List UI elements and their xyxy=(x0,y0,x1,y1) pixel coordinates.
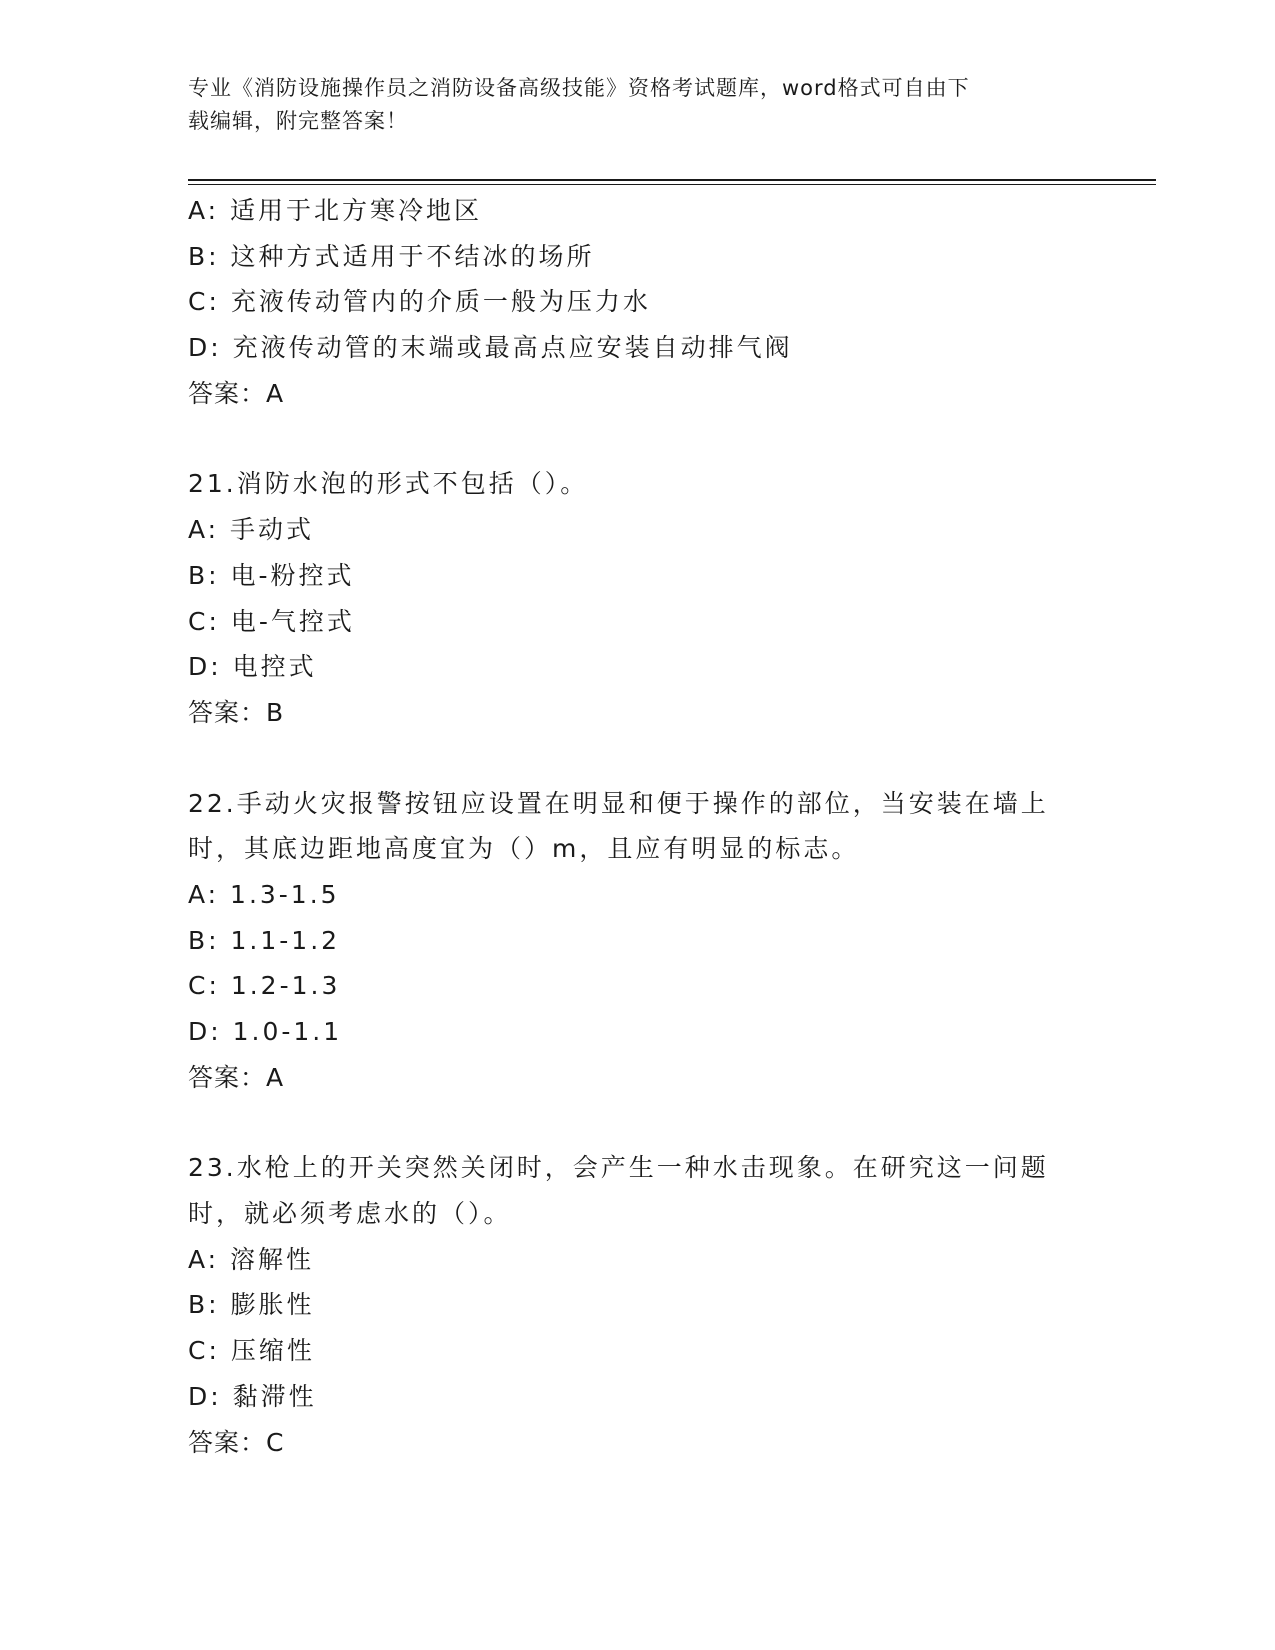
option-b: B: 1.1-1.2 xyxy=(188,925,341,955)
question-block xyxy=(188,188,1088,416)
answer-line: 答案：A xyxy=(188,378,285,408)
question-block xyxy=(188,1145,1088,1465)
question-text: 22.手动火灾报警按钮应设置在明显和便于操作的部位，当安装在墙上 xyxy=(188,788,1049,818)
option-a: A: 手动式 xyxy=(188,515,315,545)
option-a: A: 适用于北方寒冷地区 xyxy=(188,196,483,225)
header-line-2: 载编辑，附完整答案！ xyxy=(188,109,408,133)
option-c: C: 压缩性 xyxy=(188,1336,315,1366)
answer-line: 答案：A xyxy=(188,1062,285,1092)
block-spacer xyxy=(188,1100,1088,1145)
option-a: A: 1.3-1.5 xyxy=(188,879,340,909)
question-text-continued: 时，其底边距地高度宜为（）m，且应有明显的标志。 xyxy=(188,834,860,864)
question-list xyxy=(188,188,1088,1465)
option-b: B: 膨胀性 xyxy=(188,1290,315,1320)
option-b: B: 电-粉控式 xyxy=(188,560,355,590)
option-d: D: 黏滞性 xyxy=(188,1381,317,1411)
header-divider-thin xyxy=(188,184,1156,185)
option-d: D: 充液传动管的末端或最高点应安装自动排气阀 xyxy=(188,333,793,363)
block-spacer xyxy=(188,416,1088,461)
question-block xyxy=(188,461,1088,735)
option-c: C: 充液传动管内的介质一般为压力水 xyxy=(188,287,651,317)
header-line-1: 专业《消防设施操作员之消防设备高级技能》资格考试题库，word格式可自由下 xyxy=(188,76,970,100)
question-text-continued: 时，就必须考虑水的（）。 xyxy=(188,1199,512,1229)
option-b: B: 这种方式适用于不结冰的场所 xyxy=(188,241,595,271)
answer-line: 答案：B xyxy=(188,697,285,727)
option-d: D: 电控式 xyxy=(188,652,317,682)
question-text: 21.消防水泡的形式不包括（）。 xyxy=(188,469,589,499)
question-block xyxy=(188,781,1088,1101)
option-a: A: 溶解性 xyxy=(188,1244,315,1274)
option-c: C: 电-气控式 xyxy=(188,606,355,636)
header-divider-thick xyxy=(188,179,1156,181)
document-header xyxy=(188,72,1088,138)
option-c: C: 1.2-1.3 xyxy=(188,971,341,1001)
question-text: 23.水枪上的开关突然关闭时，会产生一种水击现象。在研究这一问题 xyxy=(188,1153,1049,1183)
block-spacer xyxy=(188,736,1088,781)
answer-line: 答案：C xyxy=(188,1427,285,1457)
option-d: D: 1.0-1.1 xyxy=(188,1017,343,1046)
